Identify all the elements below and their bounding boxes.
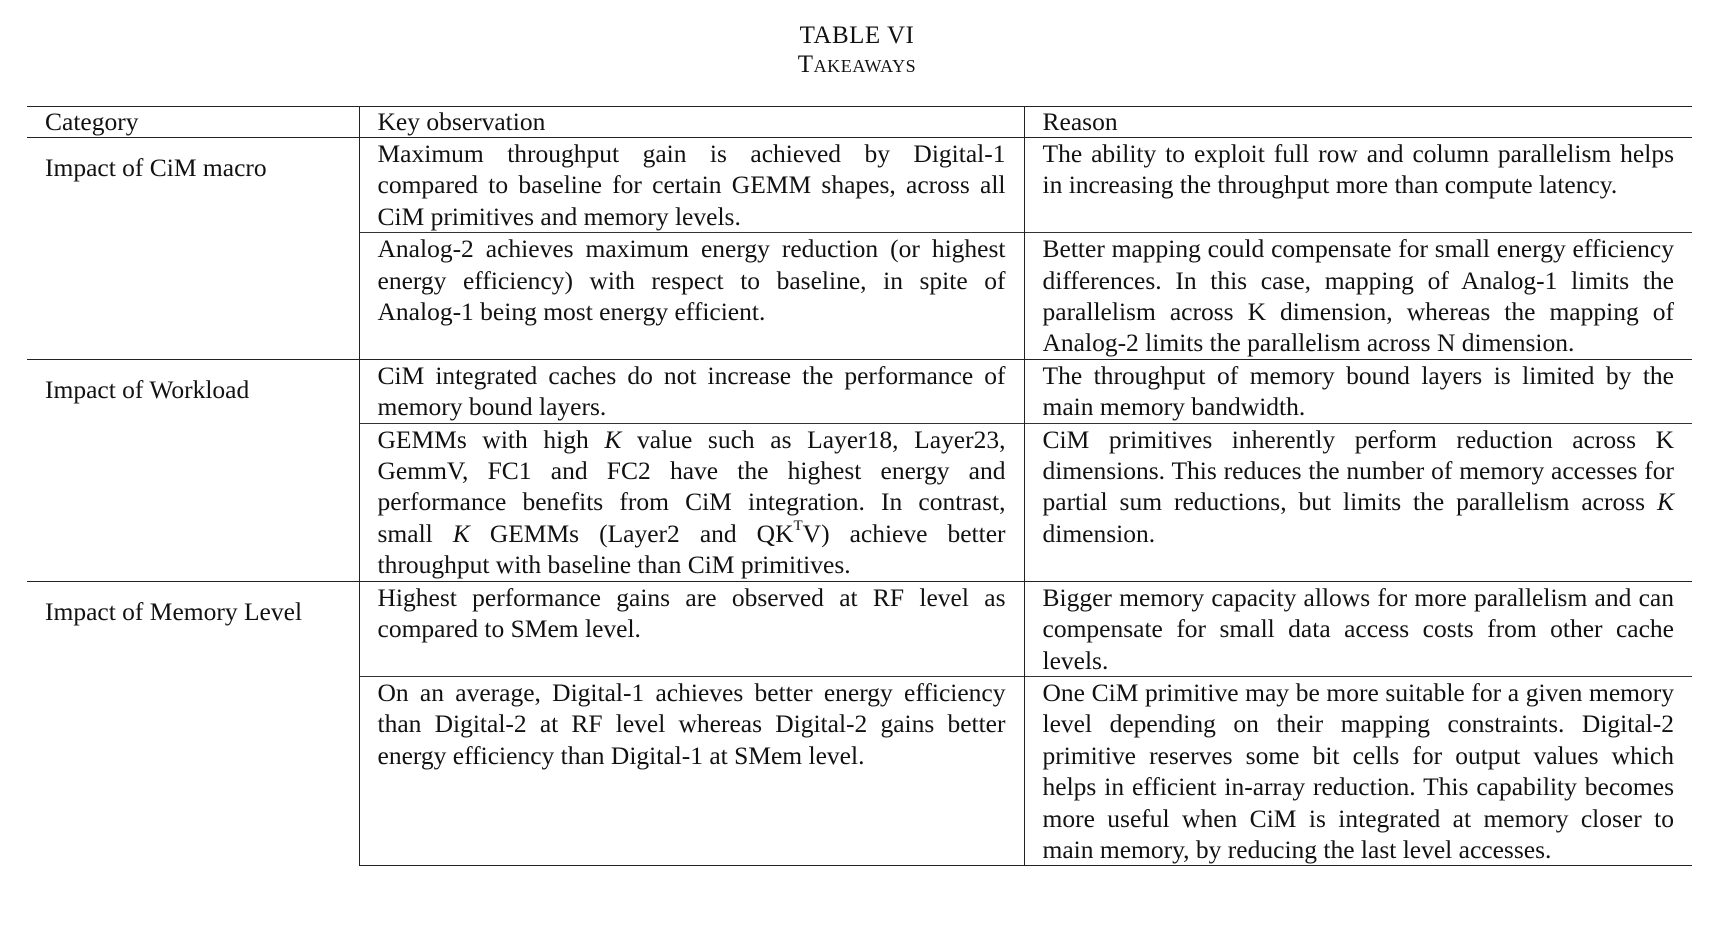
observation-text: value such as Layer18, Layer23, GemmV, FC1 and FC2 have the highest energy and performance benefits from CiM integration. In contrast, small	[377, 424, 1006, 548]
reason-cell	[1024, 423, 1692, 581]
observation-text: GEMMs (Layer2 and QK	[469, 518, 794, 548]
reason-cell: Better mapping could compensate for small energy efficiency differences. In this case, mapping of Analog-1 limits the parallelism across K dimension, whereas the mapping of Analog-2 limits the parallelism across N dimension.	[1024, 233, 1692, 360]
table-row	[27, 138, 1692, 233]
table-number: TABLE VI	[799, 22, 915, 49]
category-memory-level: Impact of Memory Level	[27, 581, 359, 866]
header-reason: Reason	[1024, 107, 1692, 138]
table-title: Takeaways	[797, 51, 917, 78]
observation-cell: Analog-2 achieves maximum energy reduction (or highest energy efficiency) with respect to baseline, in spite of Analog-1 being most energy efficient.	[359, 233, 1024, 360]
reason-cell: One CiM primitive may be more suitable for a given memory level depending on their mapping constraints. Digital-2 primitive reserves some bit cells for output values which helps in efficient in-array reduction. This capability becomes more useful when CiM is integrated at memory closer to main memory, by reducing the last level accesses.	[1024, 676, 1692, 865]
table-caption	[0, 21, 1714, 79]
category-cim-macro: Impact of CiM macro	[27, 138, 359, 360]
observation-text: GEMMs with high	[377, 424, 605, 454]
reason-cell: The throughput of memory bound layers is limited by the main memory bandwidth.	[1024, 359, 1692, 423]
table-row	[27, 359, 1692, 423]
header-row	[27, 107, 1692, 138]
math-k: K	[452, 518, 470, 548]
superscript-t: T	[793, 518, 803, 535]
observation-cell	[359, 423, 1024, 581]
takeaways-table	[27, 106, 1692, 866]
math-k: K	[604, 424, 622, 454]
observation-text: V) achieve better throughput with baseline than CiM primitives.	[377, 518, 1006, 580]
observation-cell: CiM integrated caches do not increase the performance of memory bound layers.	[359, 359, 1024, 423]
category-workload: Impact of Workload	[27, 359, 359, 581]
observation-cell: Maximum throughput gain is achieved by Digital-1 compared to baseline for certain GEMM shapes, across all CiM primitives and memory levels.	[359, 138, 1024, 233]
table-row	[27, 581, 1692, 676]
observation-cell: Highest performance gains are observed at RF level as compared to SMem level.	[359, 581, 1024, 676]
reason-cell: Bigger memory capacity allows for more parallelism and can compensate for small data access costs from other cache levels.	[1024, 581, 1692, 676]
observation-cell: On an average, Digital-1 achieves better energy efficiency than Digital-2 at RF level whereas Digital-2 gains better energy efficiency than Digital-1 at SMem level.	[359, 676, 1024, 865]
math-k: K	[1656, 487, 1674, 517]
reason-cell: The ability to exploit full row and column parallelism helps in increasing the throughput more than compute latency.	[1024, 138, 1692, 233]
header-category: Category	[27, 107, 359, 138]
reason-text: CiM primitives inherently perform reduction across K dimensions. This reduces the number of memory accesses for partial sum reductions, but limits the parallelism across	[1042, 424, 1674, 517]
header-key-observation: Key observation	[359, 107, 1024, 138]
reason-text: dimension.	[1042, 518, 1156, 548]
